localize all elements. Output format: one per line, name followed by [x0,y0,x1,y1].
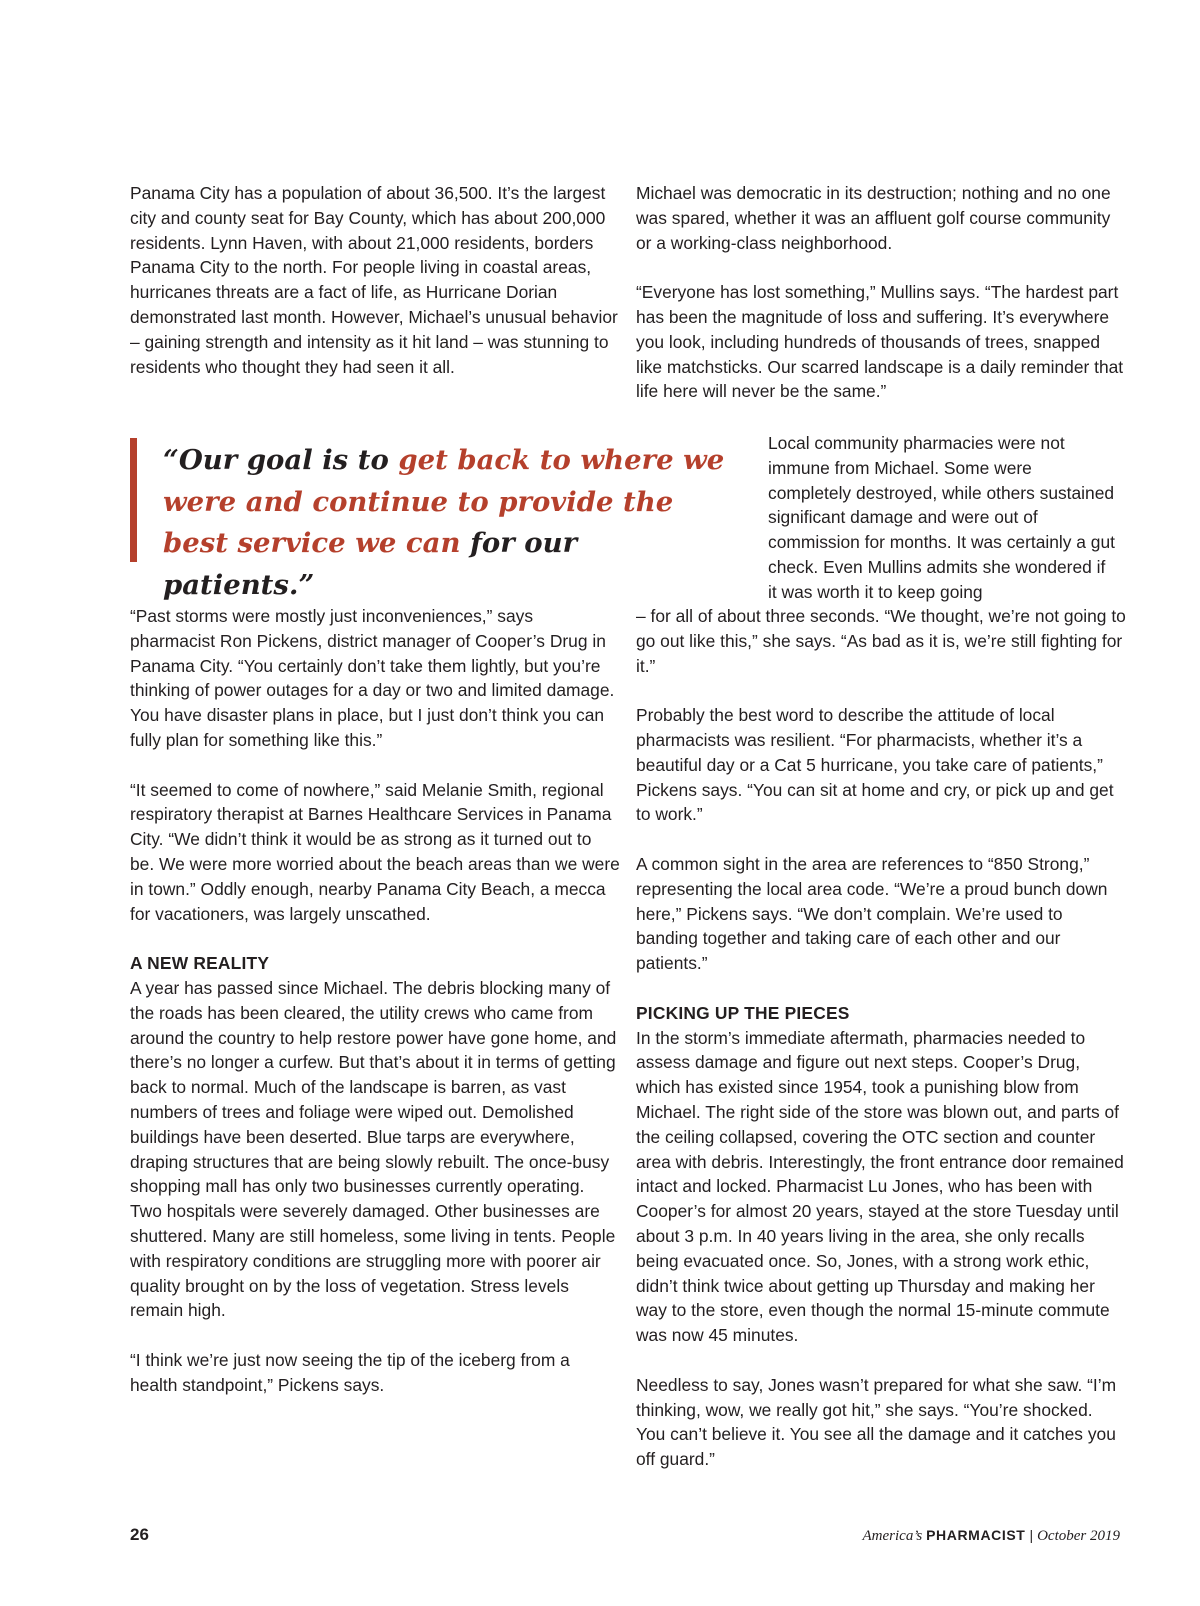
section-heading: PICKING UP THE PIECES [636,1002,850,1023]
body-paragraph: Needless to say, Jones wasn’t prepared for what she saw. “I’m thinking, wow, we really got hit,” she says. “You’re shocked. You can’t believe it. You see all the damage and it catches you off guard.” [636,1374,1117,1470]
body-paragraph: “I think we’re just now seeing the tip of the iceberg from a health standpoint,” Pickens says. [130,1349,570,1395]
left-column-top [130,181,620,379]
right-column-bottom [636,604,1126,1472]
body-paragraph: “Everyone has lost something,” Mullins says. “The hardest part has been the magnitude of loss and suffering. It’s everywhere you look, including hundreds of thousands of trees, snapped like matchsticks. Our scarred landscape is a daily reminder that life here will never be the same.” [636,282,1124,402]
magazine-name: PHARMACIST [926,1527,1026,1543]
body-paragraph: In the storm’s immediate aftermath, pharmacies needed to assess damage and figure out next steps. Cooper’s Drug, which has existed since 1954, took a punishing blow from Michael. The right side of the store was blown out, and parts of the ceiling collapsed, covering the OTC section and counter area with debris. Interestingly, the front entrance door remained intact and locked. Pharmacist Lu Jones, who has been with Cooper’s for almost 20 years, stayed at the store Tuesday until about 3 p.m. In 40 years living in the area, she only recalls being evacuated once. So, Jones, with a strong work ethic, didn’t think twice about getting up Thursday and making her way to the store, even though the normal 15-minute commute was now 45 minutes. [636,1027,1124,1346]
pull-quote-text [163,440,733,606]
pull-quote-highlight: get back to where we were and continue to provide the best service we can [163,444,725,559]
body-paragraph: A common sight in the area are references to “850 Strong,” representing the local area code. “We’re a proud bunch down here,” Pickens says. “We don’t complain. We’re used to banding together and taking care of each other and our patients.” [636,853,1108,974]
body-paragraph: Probably the best word to describe the attitude of local pharmacists was resilient. “For pharmacists, whether it’s a beautiful day or a Cat 5 hurricane, you take care of patients,” Pickens says. “You can sit at home and cry, or pick up and get to work.” [636,705,1114,825]
page-footer [130,1525,1120,1549]
magazine-prefix: America’s [862,1528,923,1544]
pull-quote-tail: for our patients.” [163,527,578,601]
left-column-bottom [130,604,620,1398]
body-paragraph: Local community pharmacies were not immune from Michael. Some were completely destroyed, while others sustained significant damage and were out of commission for months. It was certainly a gut check. Even Mullins admits she wondered if it was worth it to keep going [768,433,1115,602]
pull-quote-lead: “Our goal is to [163,444,399,476]
body-paragraph: Panama City has a population of about 36,500. It’s the largest city and county seat for Bay County, which has about 200,000 residents. Lynn Haven, with about 21,000 residents, borders Panama City to the north. For people living in coastal areas, hurricanes threats are a fact of life, as Hurricane Dorian demonstrated last month. However, Michael’s unusual behavior – gaining strength and intensity as it hit land – was stunning to residents who thought they had seen it all. [130,183,618,377]
page-number: 26 [130,1525,149,1544]
body-paragraph: “It seemed to come of nowhere,” said Melanie Smith, regional respiratory therapist at Barnes Healthcare Services in Panama City. “We didn’t think it would be as strong as it turned out to be. We were more worried about the beach areas than we were in town.” Oddly enough, nearby Panama City Beach, a mecca for vacationers, was largely unscathed. [130,779,620,924]
body-paragraph: A year has passed since Michael. The debris blocking many of the roads has been cleared, the utility crews who came from around the country to help restore power have gone home, and there’s no longer a curfew. But that’s about it in terms of getting back to normal. Much of the landscape is barren, as vast numbers of trees and foliage were wiped out. Demolished buildings have been deserted. Blue tarps are everywhere, draping structures that are being slowly rebuilt. The once-busy shopping mall has only two businesses currently operating. Two hospitals were severely damaged. Other businesses are shuttered. Many are still homeless, some living in tents. People with respiratory conditions are struggling more with poorer air quality brought on by the loss of vegetation. Stress levels remain high. [130,977,617,1321]
footer-separator: | [1029,1527,1034,1543]
body-paragraph: – for all of about three seconds. “We thought, we’re not going to go out like this,” she says. “As bad as it is, we’re still fighting for it.” [636,606,1126,676]
pull-quote-accent-bar [130,438,137,562]
right-column-wrap [768,431,1118,605]
issue-date: October 2019 [1037,1528,1120,1544]
magazine-masthead [863,1527,1121,1545]
body-paragraph: Michael was democratic in its destruction; nothing and no one was spared, whether it was an affluent golf course community or a working-class neighborhood. [636,183,1111,253]
section-heading: A NEW REALITY [130,953,270,974]
right-column-top [636,181,1126,404]
body-paragraph: “Past storms were mostly just inconveniences,” says pharmacist Ron Pickens, district manager of Cooper’s Drug in Panama City. “You certainly don’t take them lightly, but you’re thinking of power outages for a day or two and limited damage. You have disaster plans in place, but I just don’t think you can fully plan for something like this.” [130,606,615,750]
pull-quote [130,438,730,601]
